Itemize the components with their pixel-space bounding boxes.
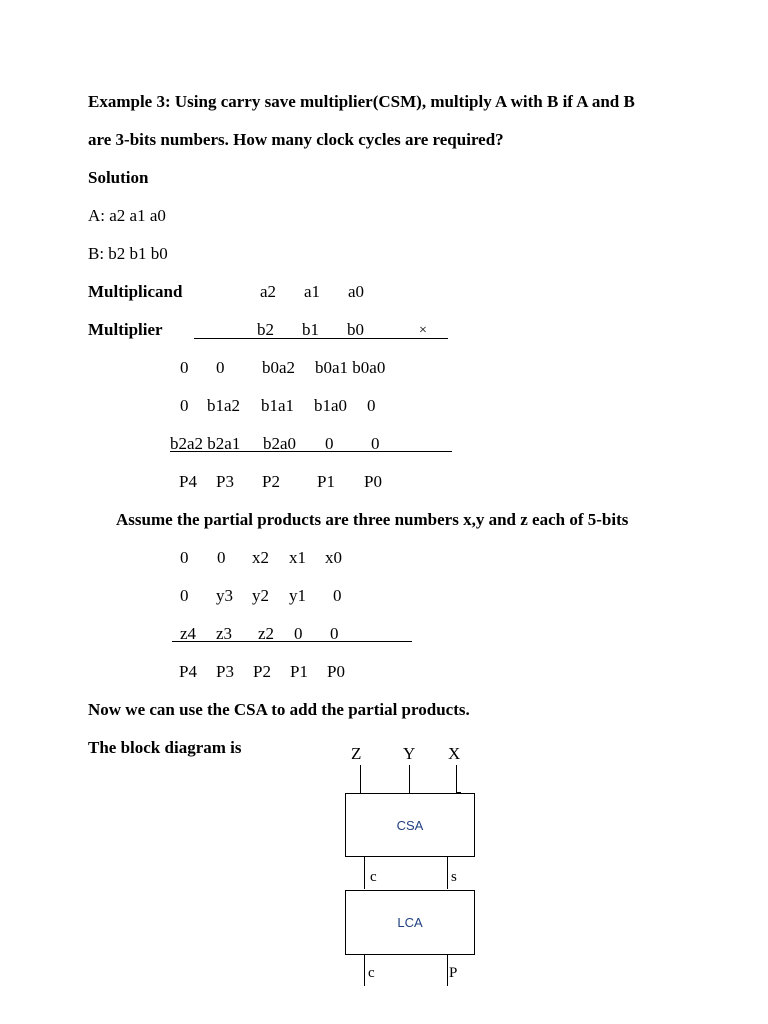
- lca-product-wire: [447, 955, 448, 986]
- solution-heading: Solution: [88, 168, 149, 187]
- xyz-cell: 0: [330, 624, 339, 643]
- product-bit: P1: [290, 662, 308, 681]
- lca-product-label: P: [449, 965, 458, 981]
- csa-carry-wire: [364, 857, 365, 889]
- multiply-sign: ×: [419, 323, 427, 338]
- multiplicand-bit: a0: [348, 282, 365, 301]
- xyz-cell: x2: [252, 548, 269, 567]
- multiplicand-bit: a1: [304, 282, 321, 301]
- input-y-wire: [409, 765, 410, 793]
- lca-block: [345, 890, 475, 955]
- xyz-cell: z3: [216, 624, 233, 643]
- product-bit: P2: [253, 662, 271, 681]
- xyz-cell: x0: [325, 548, 342, 567]
- pp-cell: b1a0: [314, 396, 348, 415]
- lca-block-label: LCA: [397, 915, 423, 930]
- pp-cell: b2a0: [263, 434, 297, 453]
- product-bit: P2: [262, 472, 280, 491]
- lca-carry-wire: [364, 955, 365, 986]
- xyz-cell: 0: [217, 548, 226, 567]
- csa-block: [345, 793, 475, 857]
- block-diagram-caption: The block diagram is: [88, 738, 242, 757]
- input-x-label: X: [448, 744, 461, 763]
- product-bit: P4: [179, 662, 197, 681]
- csa-sum-wire: [447, 857, 448, 889]
- csa-carry-label: c: [370, 869, 377, 885]
- pp-cell: 0: [180, 396, 189, 415]
- definition-b: B: b2 b1 b0: [88, 244, 168, 263]
- xyz-cell: y3: [216, 586, 233, 605]
- xyz-underline: [172, 641, 412, 642]
- xyz-cell: z4: [180, 624, 197, 643]
- pp-cell: b0a2: [262, 358, 296, 377]
- product-bit: P0: [364, 472, 382, 491]
- question-line-1: Example 3: Using carry save multiplier(CSM), multiply A with B if A and B: [88, 92, 635, 111]
- csa-sum-label: s: [451, 869, 457, 885]
- xyz-cell: z2: [258, 624, 275, 643]
- partial-products-underline: [170, 451, 452, 452]
- lca-carry-label: c: [368, 965, 375, 981]
- csa-block-label: CSA: [396, 817, 424, 833]
- pp-cell: 0: [216, 358, 225, 377]
- csa-sentence: Now we can use the CSA to add the partial products.: [88, 700, 470, 719]
- input-x-wire: [456, 765, 457, 793]
- multiplicand-label: Multiplicand: [88, 282, 183, 301]
- xyz-cell: x1: [289, 548, 306, 567]
- xyz-cell: 0: [180, 586, 189, 605]
- xyz-cell: 0: [294, 624, 303, 643]
- pp-cell: b1a2: [207, 396, 241, 415]
- product-bit: P3: [216, 472, 234, 491]
- multiplicand-bit: a2: [260, 282, 277, 301]
- xyz-cell: y1: [289, 586, 306, 605]
- pp-cell: 0: [325, 434, 334, 453]
- input-z-label: Z: [351, 744, 362, 763]
- product-bit: P4: [179, 472, 197, 491]
- question-line-2: are 3-bits numbers. How many clock cycles are required?: [88, 130, 504, 149]
- assumption-text: Assume the partial products are three numbers x,y and z each of 5-bits: [116, 510, 629, 529]
- input-y-label: Y: [403, 744, 416, 763]
- multiplier-bit: b0: [347, 320, 364, 339]
- pp-cell: b1a1: [261, 396, 295, 415]
- multiplier-bit: b1: [302, 320, 319, 339]
- xyz-cell: 0: [180, 548, 189, 567]
- pp-cell: b0a1 b0a0: [315, 358, 386, 377]
- product-bit: P0: [327, 662, 345, 681]
- product-bit: P3: [216, 662, 234, 681]
- pp-cell: b2a2 b2a1: [170, 434, 241, 453]
- pp-cell: 0: [180, 358, 189, 377]
- product-bit: P1: [317, 472, 335, 491]
- multiplier-underline: [194, 338, 448, 339]
- xyz-cell: 0: [333, 586, 342, 605]
- pp-cell: 0: [371, 434, 380, 453]
- multiplier-bit: b2: [257, 320, 274, 339]
- definition-a: A: a2 a1 a0: [88, 206, 166, 225]
- pp-cell: 0: [367, 396, 376, 415]
- input-z-wire: [360, 765, 361, 793]
- xyz-cell: y2: [252, 586, 269, 605]
- multiplier-label: Multiplier: [88, 320, 163, 339]
